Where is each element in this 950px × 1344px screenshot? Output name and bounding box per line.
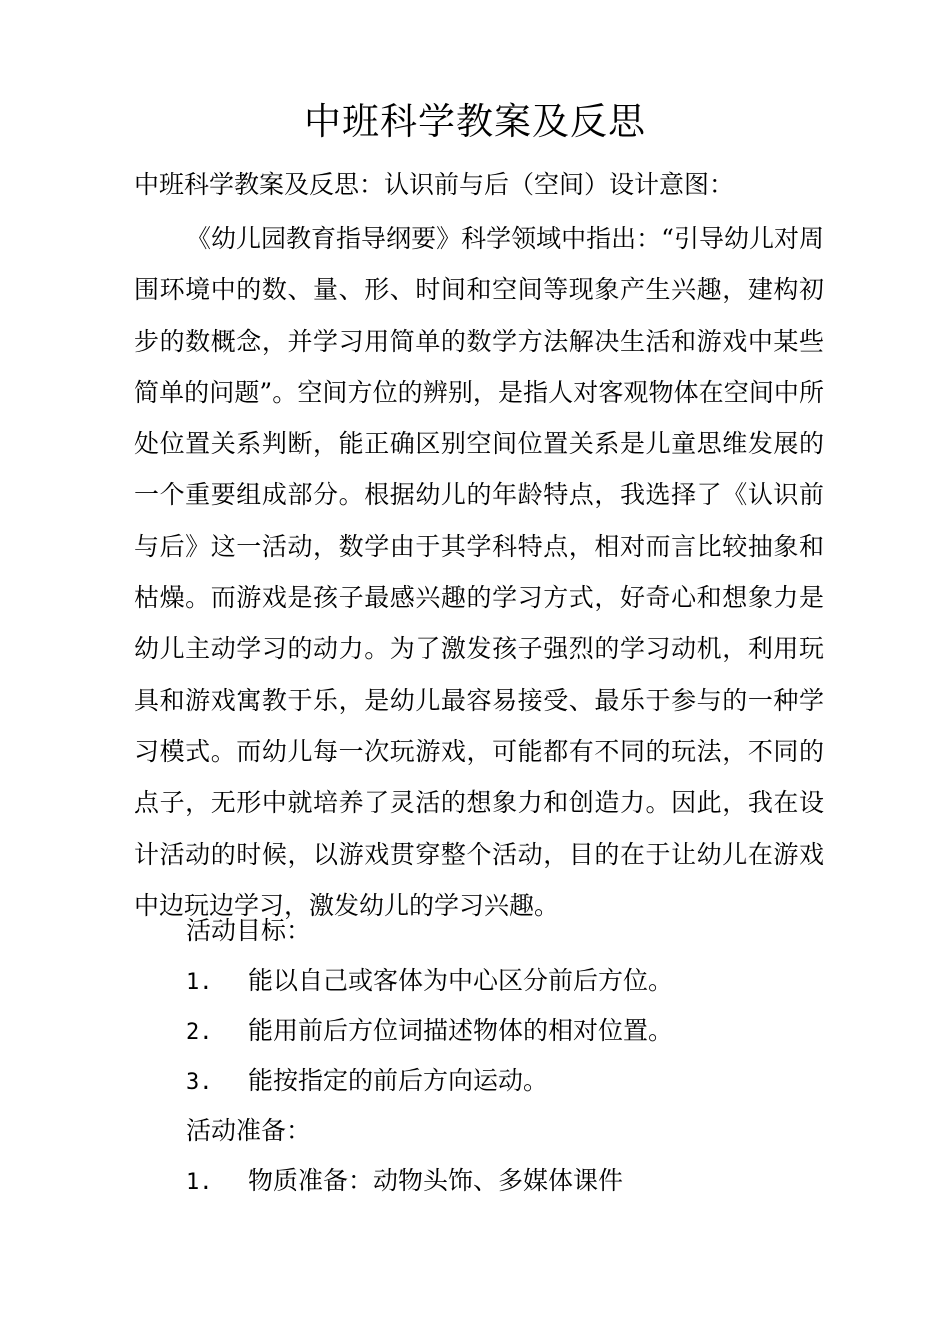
goal-item-number: 3. (186, 1070, 213, 1095)
goal-item-number: 1. (186, 970, 213, 995)
goals-heading: 活动目标： (186, 916, 312, 945)
goal-item-3 (186, 1058, 826, 1106)
prep-item-text: 物质准备：动物头饰、多媒体课件 (248, 1166, 624, 1195)
goal-item-text: 能用前后方位词描述物体的相对位置。 (248, 1016, 674, 1045)
prep-item-number: 1. (186, 1170, 213, 1195)
goal-item-number: 2. (186, 1020, 213, 1045)
design-intent-paragraph: 《幼儿园教育指导纲要》科学领域中指出：“引导幼儿对周围环境中的数、量、形、时间和空间等现象产生兴趣，建构初步的数概念，并学习用简单的数学方法解决生活和游戏中某些简单的问题”。空间方位的辨别，是指人对客观物体在空间中所处位置关系判断，能正确区别空间位置关系是儿童思维发展的一个重要组成部分。根据幼儿的年龄特点，我选择了《认识前与后》这一活动，数学由于其学科特点，相对而言比较抽象和枯燥。而游戏是孩子最感兴趣的学习方式，好奇心和想象力是幼儿主动学习的动力。为了激发孩子强烈的学习动机，利用玩具和游戏寓教于乐，是幼儿最容易接受、最乐于参与的一种学习模式。而幼儿每一次玩游戏，可能都有不同的玩法，不同的点子，无形中就培养了灵活的想象力和创造力。因此，我在设计活动的时候，以游戏贯穿整个活动，目的在于让幼儿在游戏中边玩边学习，激发幼儿的学习兴趣。 (134, 224, 824, 920)
document-subtitle: 中班科学教案及反思：认识前与后（空间）设计意图： (134, 170, 735, 199)
goal-item-1 (186, 958, 826, 1006)
document-title: 中班科学教案及反思 (304, 100, 646, 143)
prep-heading: 活动准备： (186, 1116, 312, 1145)
goal-item-text: 能以自己或客体为中心区分前后方位。 (248, 966, 674, 995)
goal-item-2 (186, 1008, 826, 1056)
goal-item-text: 能按指定的前后方向运动。 (248, 1066, 549, 1095)
prep-item-1 (186, 1158, 826, 1206)
